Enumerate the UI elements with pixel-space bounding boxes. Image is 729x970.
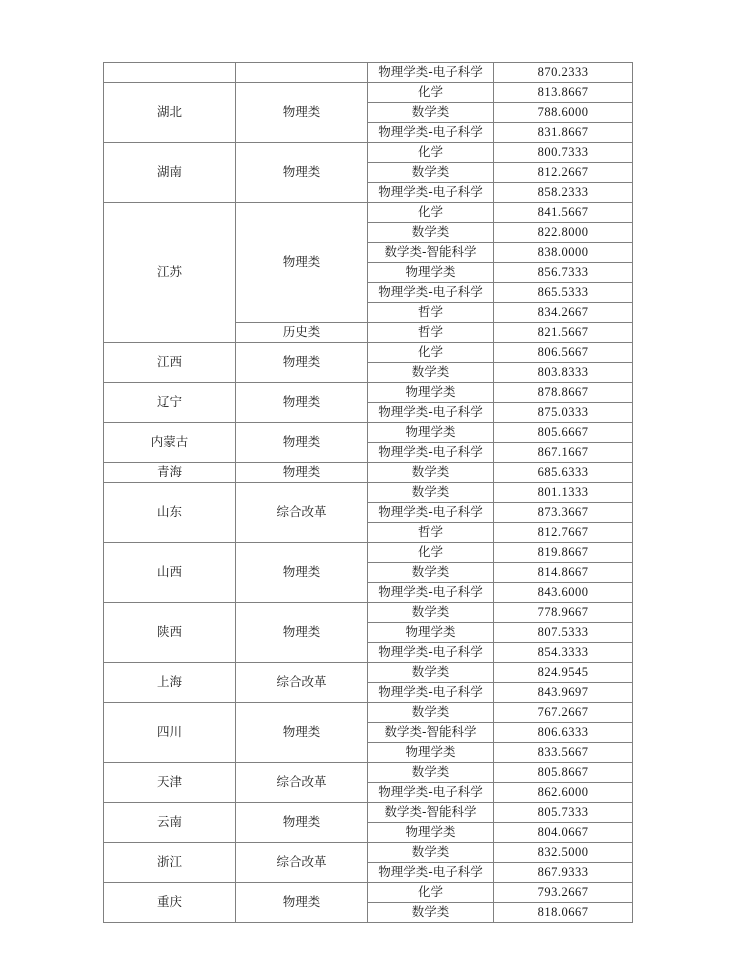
- score-cell: 875.0333: [494, 403, 633, 423]
- table-row: [104, 343, 633, 363]
- table-row: [104, 203, 633, 223]
- province-cell: 内蒙古: [104, 423, 236, 463]
- province-cell: 重庆: [104, 883, 236, 923]
- major-cell: 数学类: [368, 903, 494, 923]
- major-cell: 物理学类-电子科学: [368, 123, 494, 143]
- score-cell: 856.7333: [494, 263, 633, 283]
- major-cell: 化学: [368, 203, 494, 223]
- major-cell: 数学类-智能科学: [368, 243, 494, 263]
- score-cell: 873.3667: [494, 503, 633, 523]
- score-cell: 807.5333: [494, 623, 633, 643]
- category-cell: 物理类: [236, 883, 368, 923]
- score-cell: 685.6333: [494, 463, 633, 483]
- table-row: [104, 663, 633, 683]
- score-cell: 838.0000: [494, 243, 633, 263]
- table-row: [104, 63, 633, 83]
- score-cell: 812.7667: [494, 523, 633, 543]
- category-cell: 物理类: [236, 703, 368, 763]
- score-cell: 793.2667: [494, 883, 633, 903]
- score-cell: 788.6000: [494, 103, 633, 123]
- category-cell: 综合改革: [236, 843, 368, 883]
- score-cell: 812.2667: [494, 163, 633, 183]
- category-cell: 综合改革: [236, 483, 368, 543]
- major-cell: 物理学类-电子科学: [368, 643, 494, 663]
- major-cell: 数学类: [368, 163, 494, 183]
- major-cell: 数学类: [368, 843, 494, 863]
- major-cell: 化学: [368, 343, 494, 363]
- province-cell: 浙江: [104, 843, 236, 883]
- major-cell: 哲学: [368, 323, 494, 343]
- province-cell: 江苏: [104, 203, 236, 343]
- province-cell: 湖北: [104, 83, 236, 143]
- table-row: [104, 83, 633, 103]
- table-row: [104, 463, 633, 483]
- score-cell: 819.8667: [494, 543, 633, 563]
- major-cell: 数学类: [368, 763, 494, 783]
- score-cell: 805.8667: [494, 763, 633, 783]
- major-cell: 物理学类: [368, 263, 494, 283]
- major-cell: 物理学类-电子科学: [368, 683, 494, 703]
- score-cell: 813.8667: [494, 83, 633, 103]
- score-cell: 818.0667: [494, 903, 633, 923]
- category-cell: 物理类: [236, 423, 368, 463]
- province-cell: [104, 63, 236, 83]
- major-cell: 数学类: [368, 603, 494, 623]
- score-cell: 824.9545: [494, 663, 633, 683]
- score-cell: 822.8000: [494, 223, 633, 243]
- score-cell: 843.9697: [494, 683, 633, 703]
- major-cell: 物理学类-电子科学: [368, 183, 494, 203]
- score-cell: 804.0667: [494, 823, 633, 843]
- major-cell: 数学类: [368, 103, 494, 123]
- category-cell: 物理类: [236, 383, 368, 423]
- table-row: [104, 703, 633, 723]
- major-cell: 物理学类: [368, 743, 494, 763]
- province-cell: 辽宁: [104, 383, 236, 423]
- table-row: [104, 803, 633, 823]
- category-cell: 物理类: [236, 603, 368, 663]
- admission-score-table: [103, 62, 633, 923]
- major-cell: 化学: [368, 883, 494, 903]
- major-cell: 数学类: [368, 703, 494, 723]
- score-cell: 778.9667: [494, 603, 633, 623]
- score-cell: 805.7333: [494, 803, 633, 823]
- table-row: [104, 423, 633, 443]
- major-cell: 物理学类: [368, 383, 494, 403]
- score-cell: 854.3333: [494, 643, 633, 663]
- score-cell: 803.8333: [494, 363, 633, 383]
- major-cell: 物理学类-电子科学: [368, 863, 494, 883]
- province-cell: 青海: [104, 463, 236, 483]
- score-cell: 834.2667: [494, 303, 633, 323]
- province-cell: 陕西: [104, 603, 236, 663]
- score-cell: 805.6667: [494, 423, 633, 443]
- score-cell: 867.1667: [494, 443, 633, 463]
- table-row: [104, 603, 633, 623]
- table-row: [104, 143, 633, 163]
- score-cell: 814.8667: [494, 563, 633, 583]
- major-cell: 哲学: [368, 523, 494, 543]
- table-row: [104, 843, 633, 863]
- province-cell: 天津: [104, 763, 236, 803]
- major-cell: 物理学类: [368, 823, 494, 843]
- province-cell: 上海: [104, 663, 236, 703]
- score-cell: 831.8667: [494, 123, 633, 143]
- score-cell: 800.7333: [494, 143, 633, 163]
- table-row: [104, 483, 633, 503]
- score-cell: 867.9333: [494, 863, 633, 883]
- score-cell: 833.5667: [494, 743, 633, 763]
- province-cell: 江西: [104, 343, 236, 383]
- score-cell: 870.2333: [494, 63, 633, 83]
- major-cell: 化学: [368, 543, 494, 563]
- province-cell: 四川: [104, 703, 236, 763]
- category-cell: 物理类: [236, 803, 368, 843]
- category-cell: 物理类: [236, 543, 368, 603]
- province-cell: 云南: [104, 803, 236, 843]
- major-cell: 物理学类: [368, 423, 494, 443]
- major-cell: 物理学类-电子科学: [368, 783, 494, 803]
- score-cell: 821.5667: [494, 323, 633, 343]
- score-cell: 858.2333: [494, 183, 633, 203]
- category-cell: 综合改革: [236, 763, 368, 803]
- score-cell: 806.6333: [494, 723, 633, 743]
- score-cell: 865.5333: [494, 283, 633, 303]
- major-cell: 哲学: [368, 303, 494, 323]
- major-cell: 物理学类-电子科学: [368, 503, 494, 523]
- table-row: [104, 383, 633, 403]
- score-cell: 878.8667: [494, 383, 633, 403]
- category-cell: 物理类: [236, 343, 368, 383]
- score-cell: 862.6000: [494, 783, 633, 803]
- province-cell: 山西: [104, 543, 236, 603]
- score-cell: 806.5667: [494, 343, 633, 363]
- category-cell: 历史类: [236, 323, 368, 343]
- major-cell: 物理学类-电子科学: [368, 403, 494, 423]
- major-cell: 数学类: [368, 483, 494, 503]
- major-cell: 数学类: [368, 363, 494, 383]
- major-cell: 物理学类-电子科学: [368, 63, 494, 83]
- category-cell: 综合改革: [236, 663, 368, 703]
- major-cell: 化学: [368, 83, 494, 103]
- score-cell: 843.6000: [494, 583, 633, 603]
- category-cell: 物理类: [236, 143, 368, 203]
- major-cell: 数学类: [368, 663, 494, 683]
- major-cell: 物理学类-电子科学: [368, 283, 494, 303]
- category-cell: 物理类: [236, 203, 368, 323]
- major-cell: 数学类-智能科学: [368, 803, 494, 823]
- category-cell: 物理类: [236, 83, 368, 143]
- major-cell: 物理学类-电子科学: [368, 443, 494, 463]
- score-cell: 832.5000: [494, 843, 633, 863]
- score-cell: 801.1333: [494, 483, 633, 503]
- major-cell: 物理学类: [368, 623, 494, 643]
- score-cell: 841.5667: [494, 203, 633, 223]
- major-cell: 化学: [368, 143, 494, 163]
- table-row: [104, 763, 633, 783]
- table-row: [104, 543, 633, 563]
- table-body: [104, 63, 633, 923]
- major-cell: 数学类-智能科学: [368, 723, 494, 743]
- category-cell: 物理类: [236, 463, 368, 483]
- major-cell: 数学类: [368, 463, 494, 483]
- major-cell: 数学类: [368, 563, 494, 583]
- major-cell: 数学类: [368, 223, 494, 243]
- province-cell: 山东: [104, 483, 236, 543]
- province-cell: 湖南: [104, 143, 236, 203]
- table-row: [104, 883, 633, 903]
- score-cell: 767.2667: [494, 703, 633, 723]
- major-cell: 物理学类-电子科学: [368, 583, 494, 603]
- category-cell: [236, 63, 368, 83]
